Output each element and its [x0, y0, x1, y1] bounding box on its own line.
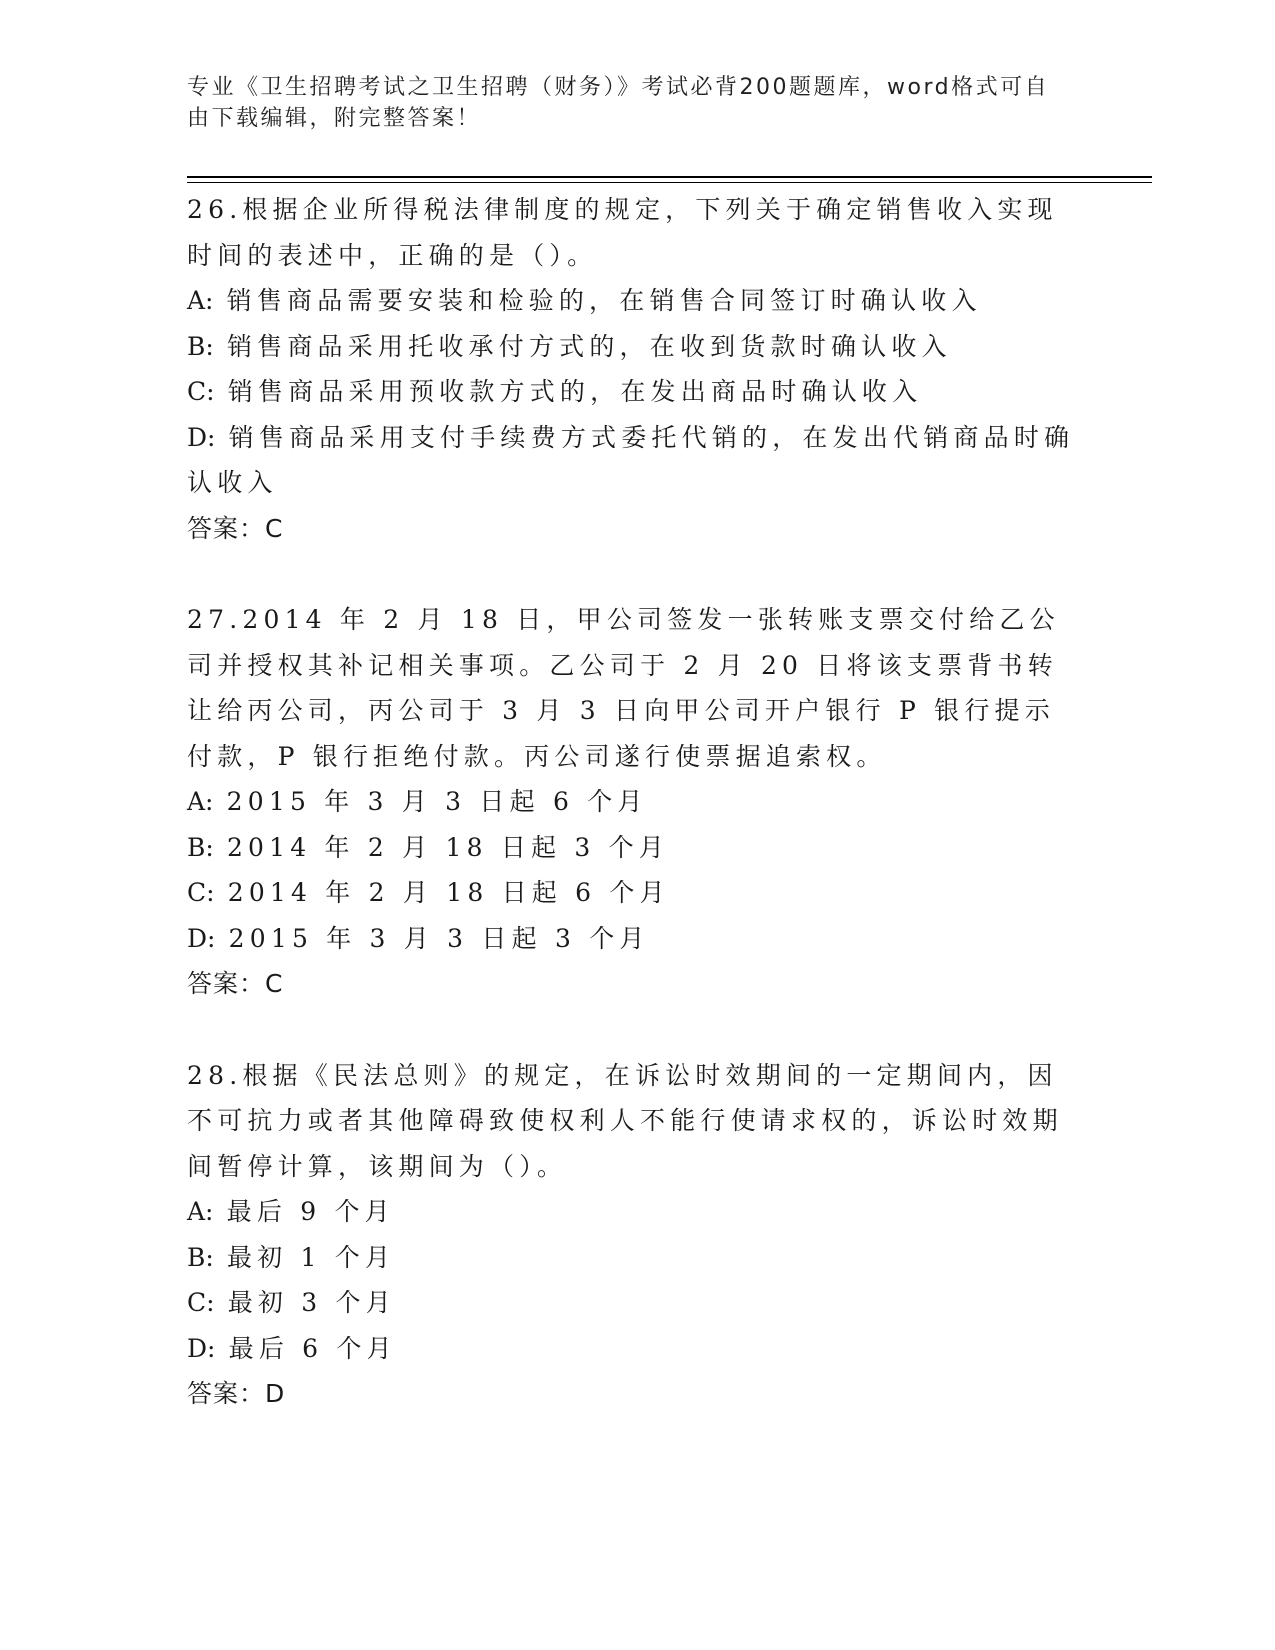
- option-c: [187, 369, 1077, 415]
- option-key: B:: [187, 1242, 214, 1272]
- option-text: 2014 年 2 月 18 日起 6 个月: [227, 878, 670, 907]
- option-a: [187, 1189, 1077, 1235]
- option-key: C:: [187, 377, 215, 406]
- question-stem: 27.2014 年 2 月 18 日，甲公司签发一张转账支票交付给乙公司并授权其补记相关事项。乙公司于 2 月 20 日将该支票背书转让给丙公司，丙公司于 3 月 3 日向甲公司开户银行 P 银行提示付款，P 银行拒绝付款。丙公司遂行使票据追索权。: [187, 605, 1060, 771]
- option-text: 销售商品需要安装和检验的，在销售合同签订时确认收入: [226, 286, 982, 315]
- option-text: 最后 9 个月: [226, 1197, 395, 1226]
- option-a: [187, 779, 1077, 825]
- option-text: 2015 年 3 月 3 日起 6 个月: [226, 787, 648, 816]
- answer-line: [187, 1371, 1077, 1417]
- option-d: [187, 415, 1077, 506]
- option-key: D:: [187, 1333, 216, 1363]
- option-d: [187, 1326, 1077, 1372]
- option-text: 最初 3 个月: [227, 1288, 396, 1317]
- option-key: A:: [187, 1197, 214, 1226]
- option-key: C:: [187, 1288, 215, 1317]
- option-key: A:: [187, 787, 214, 816]
- option-key: B:: [187, 331, 214, 361]
- answer-value: D: [265, 1379, 286, 1408]
- option-a: [187, 278, 1077, 324]
- option-key: D:: [187, 923, 216, 953]
- question-stem: 26.根据企业所得税法律制度的规定，下列关于确定销售收入实现时间的表述中，正确的是（）。: [187, 195, 1058, 270]
- document-header: 专业《卫生招聘考试之卫生招聘（财务）》考试必背200题题库，word格式可自由下载编辑，附完整答案！: [187, 75, 1050, 131]
- option-key: B:: [187, 832, 214, 862]
- answer-label: 答案：: [187, 969, 266, 998]
- header-divider-thick: [187, 176, 1152, 178]
- option-key: D:: [187, 422, 216, 452]
- question-27: [187, 597, 1077, 1007]
- header-divider-thin: [187, 182, 1152, 183]
- answer-label: 答案：: [187, 513, 266, 543]
- option-c: [187, 870, 1077, 916]
- question-list: [187, 187, 1077, 1463]
- option-b: [187, 825, 1077, 871]
- option-c: [187, 1280, 1077, 1326]
- option-text: 销售商品采用支付手续费方式委托代销的，在发出代销商品时确认收入: [187, 422, 1075, 497]
- option-key: A:: [187, 286, 214, 315]
- answer-label: 答案：: [187, 1379, 266, 1408]
- option-text: 最初 1 个月: [226, 1242, 396, 1272]
- answer-line: [187, 506, 1077, 552]
- option-text: 最后 6 个月: [228, 1333, 397, 1363]
- option-b: [187, 324, 1077, 370]
- question-26: [187, 187, 1077, 551]
- option-text: 销售商品采用托收承付方式的，在收到货款时确认收入: [226, 331, 952, 361]
- option-text: 销售商品采用预收款方式的，在发出商品时确认收入: [227, 377, 923, 406]
- option-key: C:: [187, 878, 215, 907]
- question-stem: 28.根据《民法总则》的规定，在诉讼时效期间的一定期间内，因不可抗力或者其他障碍致使权利人不能行使请求权的，诉讼时效期间暂停计算，该期间为（）。: [187, 1060, 1063, 1181]
- answer-line: [187, 961, 1077, 1007]
- answer-value: C: [265, 969, 284, 998]
- option-b: [187, 1235, 1077, 1281]
- option-text: 2015 年 3 月 3 日起 3 个月: [228, 923, 650, 953]
- answer-value: C: [265, 513, 284, 543]
- option-d: [187, 916, 1077, 962]
- option-text: 2014 年 2 月 18 日起 3 个月: [226, 832, 670, 862]
- question-28: [187, 1053, 1077, 1417]
